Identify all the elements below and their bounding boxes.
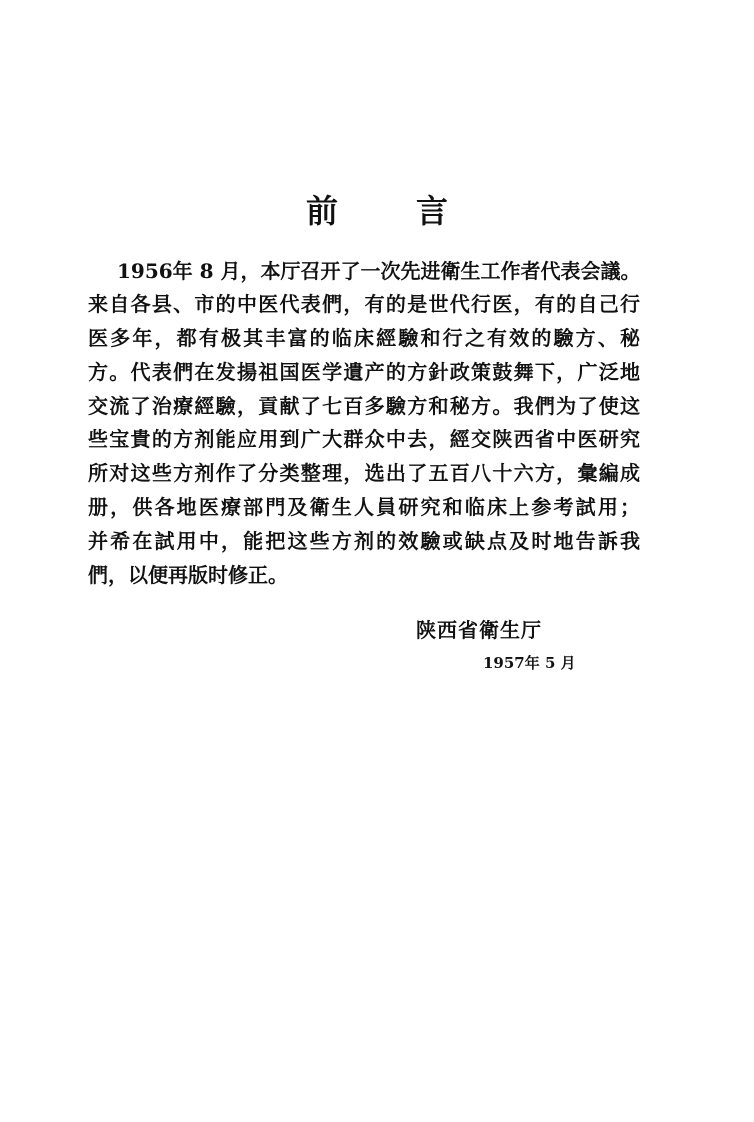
body-line: 方。代表們在发揚祖国医学遺产的方針政策鼓舞下，广泛地 xyxy=(88,360,640,384)
preface-title xyxy=(0,186,754,232)
body-line: 册，供各地医療部門及衛生人員研究和临床上参考試用； xyxy=(88,495,640,519)
body-line: 交流了治療經驗，貢献了七百多驗方和秘方。我們为了使这 xyxy=(88,394,640,418)
title-char-1: 前 xyxy=(305,192,338,230)
body-line: 1956年 8 月，本厅召开了一次先进衛生工作者代表会議。 xyxy=(117,259,641,283)
body-line: 些宝貴的方剂能应用到广大群众中去，經交陕西省中医研究 xyxy=(88,427,640,451)
body-line: 来自各县、市的中医代表們，有的是世代行医，有的自己行 xyxy=(88,292,640,316)
body-line: 并希在試用中，能把这些方剂的效驗或缺点及时地告訴我 xyxy=(88,529,640,553)
body-line: 們，以便再版时修正。 xyxy=(88,563,288,587)
signature: 陕西省衛生厅 xyxy=(416,618,542,642)
body-line: 医多年，都有极其丰富的临床經驗和行之有效的驗方、秘 xyxy=(88,326,640,350)
title-char-2: 言 xyxy=(416,192,449,230)
body-line: 所对这些方剂作了分类整理，选出了五百八十六方，彙編成 xyxy=(88,461,640,485)
date: 1957年 5 月 xyxy=(483,654,576,672)
